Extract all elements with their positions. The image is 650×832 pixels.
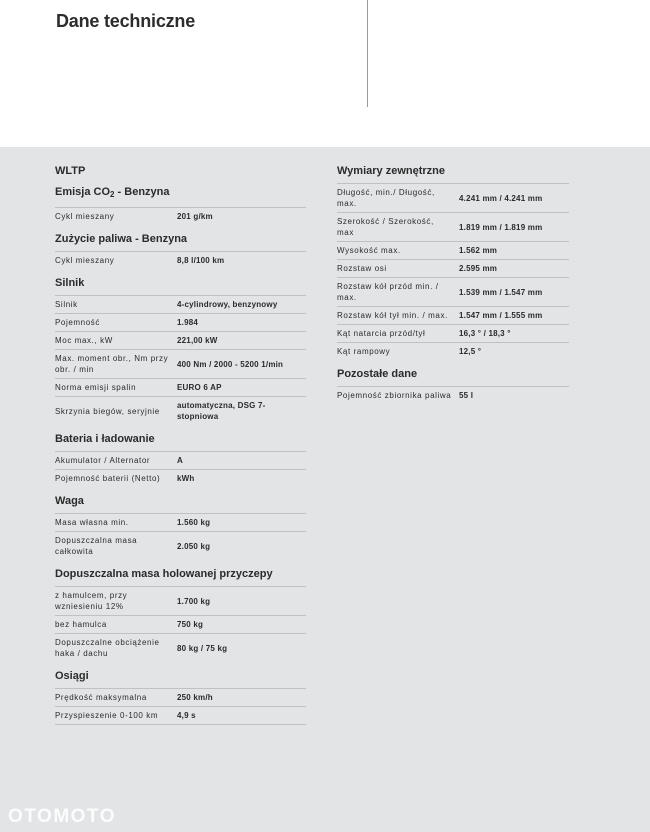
page-title: Dane techniczne [56,11,196,31]
left-column [55,164,306,725]
table-row [55,707,306,725]
row-label: Akumulator / Alternator [55,452,177,470]
row-label: Skrzynia biegów, seryjnie [55,397,177,426]
table-row [337,343,569,361]
row-label: Dopuszczalne obciążenie haka / dachu [55,634,177,663]
emisja-heading-prefix: Emisja CO [55,186,111,198]
row-label: Pojemność [55,314,177,332]
row-value: automatyczna, DSG 7-stopniowa [177,397,306,426]
row-label: bez hamulca [55,616,177,634]
table-row [55,452,306,470]
silnik-table [55,295,306,425]
table-row [337,325,569,343]
row-value: 1.539 mm / 1.547 mm [459,278,569,307]
table-row [55,587,306,616]
osiagi-table [55,688,306,725]
row-label: Prędkość maksymalna [55,689,177,707]
row-label: Szerokość / Szerokość, max [337,213,459,242]
row-label: Max. moment obr., Nm przy obr. / min [55,350,177,379]
table-row [55,296,306,314]
row-label: Kąt rampowy [337,343,459,361]
bateria-table [55,451,306,487]
row-label: Kąt natarcia przód/tył [337,325,459,343]
row-label: Rozstaw kół tył min. / max. [337,307,459,325]
vertical-divider [367,0,368,107]
osiagi-heading: Osiągi [55,670,89,682]
row-label: Masa własna min. [55,514,177,532]
row-label: Pojemność baterii (Netto) [55,470,177,488]
row-value: EURO 6 AP [177,379,306,397]
row-value: 4.241 mm / 4.241 mm [459,184,569,213]
otomoto-watermark: OTOMOTO [8,806,116,827]
emisja-heading [55,185,306,202]
row-label: Silnik [55,296,177,314]
row-label: Pojemność zbiornika paliwa [337,387,459,405]
row-label: Przyspieszenie 0-100 km [55,707,177,725]
row-value: 4-cylindrowy, benzynowy [177,296,306,314]
row-label: Cykl mieszany [55,208,177,226]
table-row [55,252,306,270]
silnik-heading: Silnik [55,277,85,289]
row-value: kWh [177,470,306,488]
row-value: 750 kg [177,616,306,634]
row-value: A [177,452,306,470]
row-value: 8,8 l/100 km [177,252,306,270]
table-row [55,514,306,532]
wymiary-heading: Wymiary zewnętrzne [337,165,446,177]
row-value: 221,00 kW [177,332,306,350]
row-value: 1.547 mm / 1.555 mm [459,307,569,325]
przyczepa-heading: Dopuszczalna masa holowanej przyczepy [55,568,273,580]
row-value: 80 kg / 75 kg [177,634,306,663]
row-value: 250 km/h [177,689,306,707]
row-label: Długość, min./ Długość, max. [337,184,459,213]
table-row [55,634,306,663]
row-label: Rozstaw osi [337,260,459,278]
right-column [337,164,569,404]
row-value: 2.595 mm [459,260,569,278]
waga-table [55,513,306,560]
spec-panel [0,147,650,832]
row-value: 1.819 mm / 1.819 mm [459,213,569,242]
row-value: 4,9 s [177,707,306,725]
row-value: 16,3 ° / 18,3 ° [459,325,569,343]
bateria-heading: Bateria i ładowanie [55,433,155,445]
table-row [55,208,306,226]
row-label: z hamulcem, przy wzniesieniu 12% [55,587,177,616]
table-row [55,397,306,426]
row-value: 1.560 kg [177,514,306,532]
row-value: 201 g/km [177,208,306,226]
row-value: 55 l [459,387,569,405]
table-row [337,307,569,325]
table-row [337,387,569,405]
pozostale-table [337,386,569,404]
zuzycie-table [55,251,306,269]
table-row [337,213,569,242]
emisja-table [55,207,306,225]
emisja-heading-sub: 2 [110,190,115,199]
table-row [55,470,306,488]
table-row [337,242,569,260]
emisja-heading-suffix: - Benzyna [114,186,170,198]
row-value: 400 Nm / 2000 - 5200 1/min [177,350,306,379]
przyczepa-table [55,586,306,662]
table-row [55,332,306,350]
row-label: Cykl mieszany [55,252,177,270]
row-label: Rozstaw kół przód min. / max. [337,278,459,307]
row-value: 2.050 kg [177,532,306,561]
row-label: Dopuszczalna masa całkowita [55,532,177,561]
zuzycie-heading: Zużycie paliwa - Benzyna [55,233,188,245]
pozostale-heading: Pozostałe dane [337,368,418,380]
table-row [337,278,569,307]
table-row [337,260,569,278]
wymiary-table [337,183,569,360]
table-row [55,616,306,634]
row-label: Wysokość max. [337,242,459,260]
wltp-heading: WLTP [55,165,86,177]
row-value: 12,5 ° [459,343,569,361]
waga-heading: Waga [55,495,84,507]
table-row [55,379,306,397]
row-value: 1.984 [177,314,306,332]
table-row [55,314,306,332]
row-value: 1.562 mm [459,242,569,260]
table-row [55,689,306,707]
table-row [337,184,569,213]
table-row [55,532,306,561]
row-label: Norma emisji spalin [55,379,177,397]
row-label: Moc max., kW [55,332,177,350]
row-value: 1.700 kg [177,587,306,616]
table-row [55,350,306,379]
